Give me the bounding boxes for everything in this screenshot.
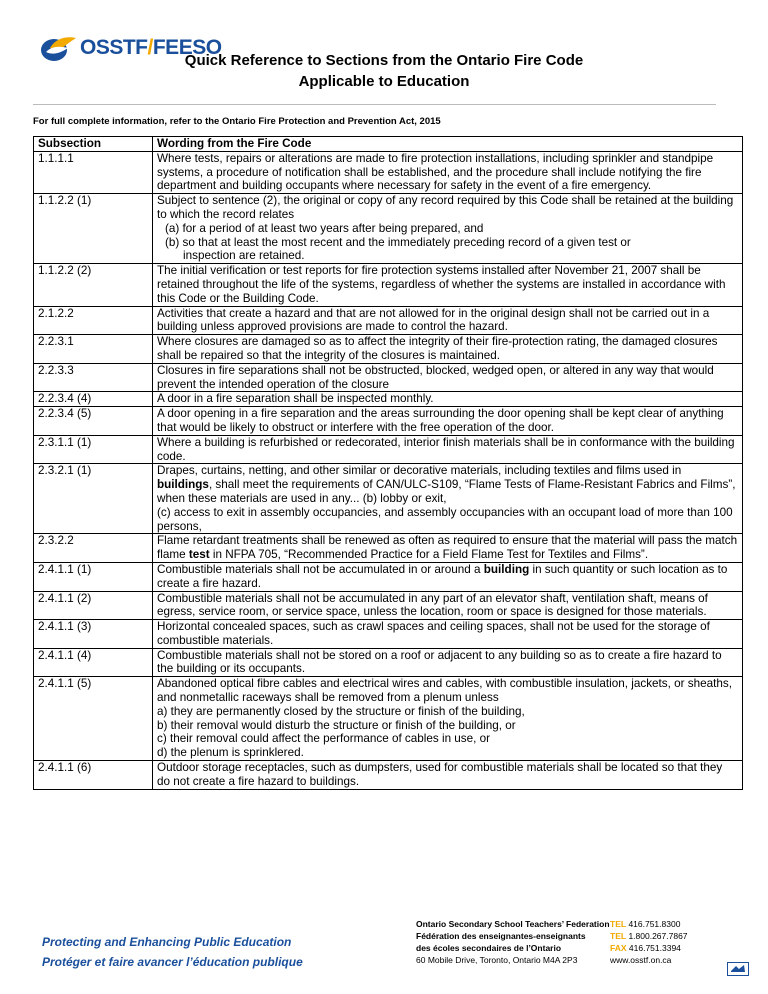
wording-cell: Activities that create a hazard and that are not allowed for in the original design shall not be carried out in a building unless approved provisions are made to control the hazard. [153,306,743,335]
table-row [34,562,743,591]
wording-cell: Flame retardant treatments shall be renewed as often as required to ensure that the material will pass the match flame test in NFPA 705, “Recommended Practice for a Field Flame Test for Textiles and Films”. [153,534,743,563]
org-name-french: Fédération des enseignantes-enseignants [416,931,586,941]
list-item: d) the plenum is sprinklered. [157,746,304,760]
contact-tel: TEL 416.751.8300 [610,919,681,929]
slogan-french: Protéger et faire avancer l’éducation publique [42,955,303,969]
wording-cell [153,464,743,534]
divider [33,104,716,105]
wording-cell: Outdoor storage receptacles, such as dumpsters, used for combustible materials shall be located so that they do not create a fire hazard to buildings. [153,761,743,790]
table-row [34,335,743,364]
subsection-cell: 1.1.2.2 (2) [34,264,153,306]
table-row [34,534,743,563]
footer-slogans [42,932,303,972]
list-item: (a) for a period of at least two years after being prepared, and [165,221,484,235]
wording-cell: Closures in fire separations shall not be obstructed, blocked, wedged open, or altered in any way that would prevent the intended operation of the closure [153,363,743,392]
wording-cell: A door opening in a fire separation and the areas surrounding the door opening shall be kept clear of anything that would be likely to obstruct or interfere with the free operation of the door. [153,407,743,436]
table-row [34,392,743,407]
table-row [34,620,743,649]
org-name-french-2: des écoles secondaires de l’Ontario [416,943,562,953]
subsection-cell: 2.3.2.2 [34,534,153,563]
table-row [34,151,743,193]
table-row [34,761,743,790]
subsection-cell: 1.1.2.2 (1) [34,194,153,264]
table-row [34,194,743,264]
wording-cell [153,194,743,264]
subsection-cell: 2.3.2.1 (1) [34,464,153,534]
table-row [34,591,743,620]
wording-text: Abandoned optical fibre cables and electrical wires and cables, with combustible insulation, jackets, or sheaths, and nonmetallic raceways shall be removed from a plenum unless [157,677,732,705]
table-row [34,363,743,392]
org-address: 60 Mobile Drive, Toronto, Ontario M4A 2P3 [416,955,578,965]
wording-cell: The initial verification or test reports for fire protection systems installed after November 21, 2007 shall be retained throughout the life of the systems, regardless of whether the systems are installed in accordance with this Code or the Building Code. [153,264,743,306]
subsection-cell: 2.4.1.1 (2) [34,591,153,620]
table-row [34,435,743,464]
wording-cell [153,677,743,761]
subsection-cell: 2.4.1.1 (6) [34,761,153,790]
wording-cell: Combustible materials shall not be accumulated in any part of an elevator shaft, ventilation shaft, means of egress, service room, or service space, unless the location, room or space is designed for those materials. [153,591,743,620]
wording-cell: Where a building is refurbished or redecorated, interior finish materials shall be in conformance with the building code. [153,435,743,464]
table-row [34,306,743,335]
subsection-cell: 2.3.1.1 (1) [34,435,153,464]
wording-cell: Combustible materials shall not be stored on a roof or adjacent to any building so as to create a fire hazard to the building or its occupants. [153,648,743,677]
wording-cell: Where closures are damaged so as to affect the integrity of their fire-protection rating, the damaged closures shall be repaired so that the integrity of the closures is maintained. [153,335,743,364]
subsection-cell: 2.4.1.1 (1) [34,562,153,591]
table-row [34,648,743,677]
subsection-cell: 1.1.1.1 [34,151,153,193]
table-header-row [34,137,743,152]
wording-cell: A door in a fire separation shall be inspected monthly. [153,392,743,407]
header-subsection: Subsection [34,137,153,152]
subsection-cell: 2.4.1.1 (4) [34,648,153,677]
fire-code-table [33,136,743,790]
footer-contact [610,918,688,966]
org-name-english: Ontario Secondary School Teachers’ Federation [416,919,610,929]
table-row [34,264,743,306]
subsection-cell: 2.1.2.2 [34,306,153,335]
list-item: (b) so that at least the most recent and the immediately preceding record of a given test or [165,235,631,249]
slogan-english: Protecting and Enhancing Public Education [42,935,292,949]
wording-text: (c) access to exit in assembly occupancies, and assembly occupancies with an occupant load of more than 100 persons, [157,505,733,533]
subsection-cell: 2.2.3.1 [34,335,153,364]
list-item: inspection are retained. [183,249,305,263]
list-item: c) their removal could affect the performance of cables in use, or [157,732,491,746]
wording-cell: Horizontal concealed spaces, such as crawl spaces and ceiling spaces, shall not be used for the storage of combustible materials. [153,620,743,649]
wording-text: Subject to sentence (2), the original or copy of any record required by this Code shall be retained at the building to which the record relates [157,194,734,221]
logo-text: OSSTF/FEESO [80,36,222,59]
subsection-cell: 2.4.1.1 (3) [34,620,153,649]
reference-note: For full complete information, refer to the Ontario Fire Protection and Prevention Act, 2015 [33,116,441,127]
list-item: a) they are permanently closed by the structure or finish of the building, [157,704,525,718]
subsection-cell: 2.2.3.4 (5) [34,407,153,436]
table-row [34,464,743,534]
wording-cell: Combustible materials shall not be accumulated in or around a building in such quantity or such location as to create a fire hazard. [153,562,743,591]
subsection-cell: 2.2.3.3 [34,363,153,392]
contact-website[interactable]: www.osstf.on.ca [610,955,672,965]
contact-fax: FAX 416.751.3394 [610,943,681,953]
table-row [34,407,743,436]
wording-cell: Where tests, repairs or alterations are made to fire protection installations, including sprinkler and standpipe systems, a procedure of notification shall be established, and the procedure shall include notifying the fire department and building occupants where necessary for safety in the event of a fire emergency. [153,151,743,193]
footer-organization [416,918,610,966]
header-wording: Wording from the Fire Code [153,137,743,152]
page-title: Quick Reference to Sections from the Ontario Fire Code [184,52,584,69]
page-subtitle: Applicable to Education [298,73,470,90]
subsection-cell: 2.2.3.4 (4) [34,392,153,407]
contact-tel-tollfree: TEL 1.800.267.7867 [610,931,688,941]
list-item: b) their removal would disturb the structure or finish of the building, or [157,718,516,732]
wording-text: Drapes, curtains, netting, and other similar or decorative materials, including textiles and films used in buildings, shall meet the requirements of CAN/ULC-S109, “Flame Tests of Flame-Resistant Fabrics and Films”, when these materials are used in any... (b) lobby or exit, [157,464,736,505]
subsection-cell: 2.4.1.1 (5) [34,677,153,761]
table-row [34,677,743,761]
union-bug-icon [727,962,749,976]
